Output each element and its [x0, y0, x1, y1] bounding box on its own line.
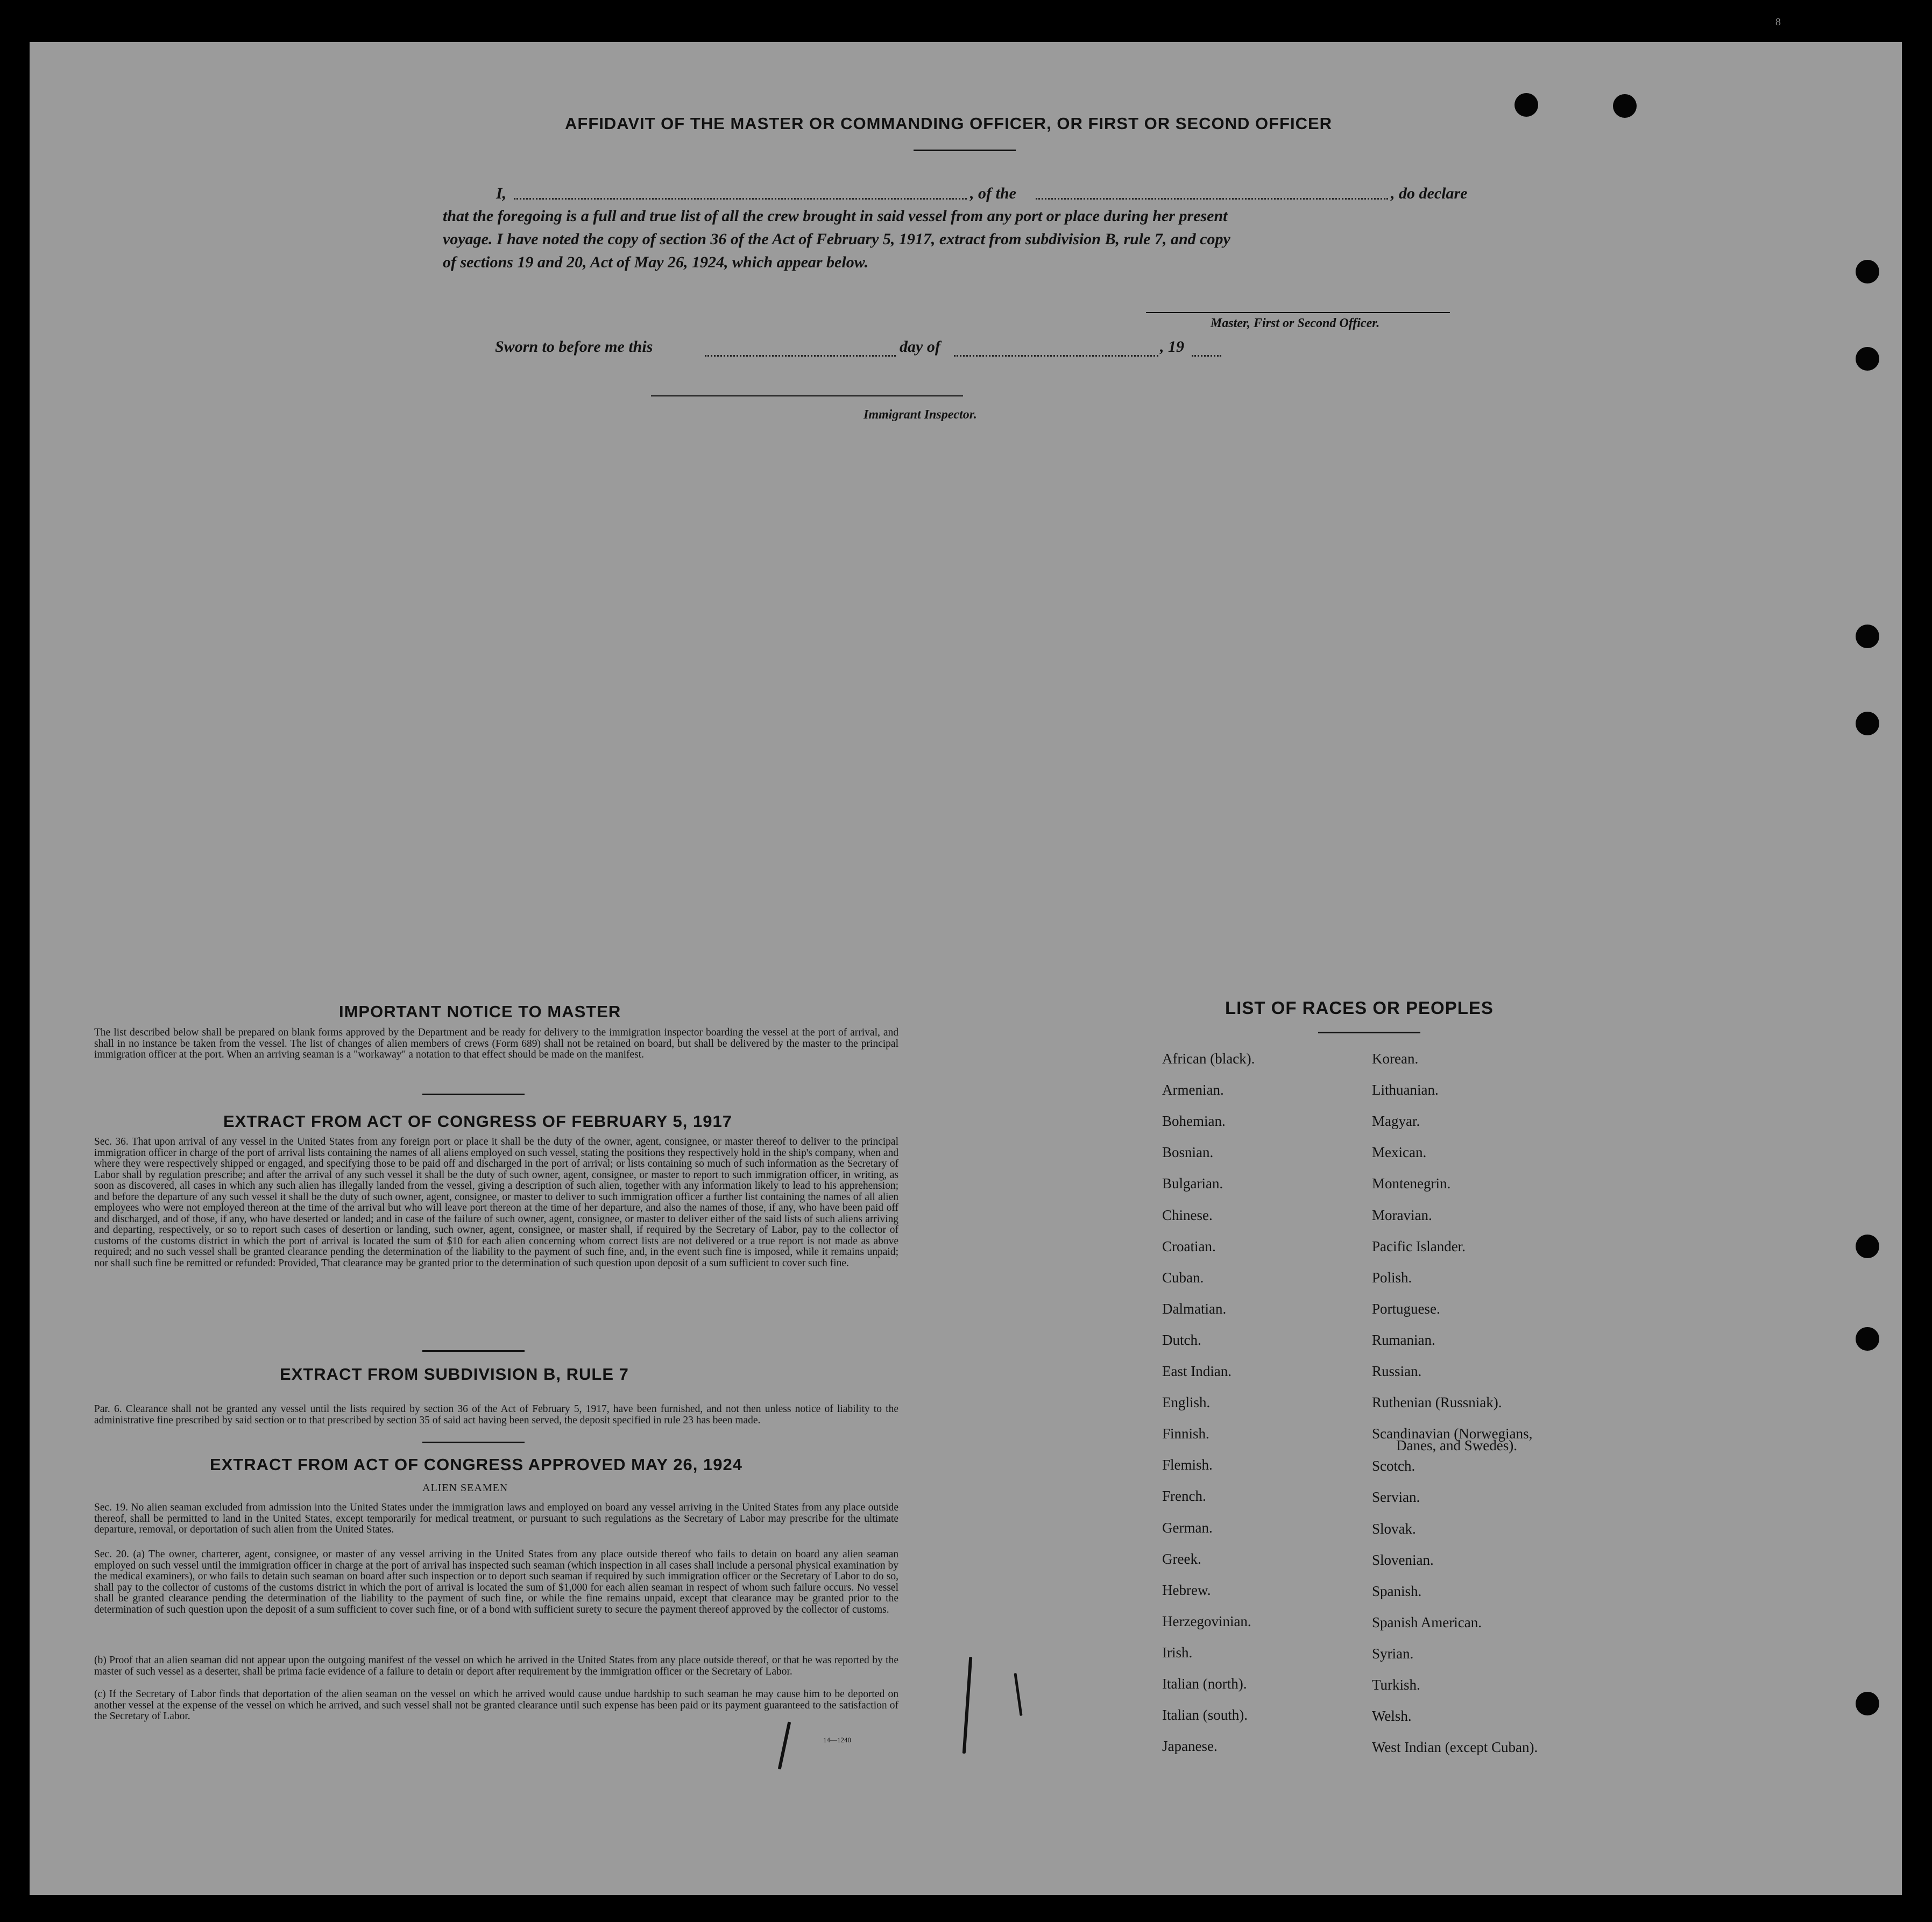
divider — [422, 1442, 525, 1443]
race-item: Korean. — [1372, 1051, 1419, 1067]
punch-hole — [1856, 712, 1879, 735]
signer-label: Master, First or Second Officer. — [1211, 316, 1380, 330]
sworn-month-field[interactable] — [954, 355, 1158, 357]
punch-hole — [1856, 347, 1879, 371]
form-number: 14—1240 — [823, 1736, 851, 1744]
punch-hole — [1613, 94, 1637, 118]
race-item: Rumanian. — [1372, 1331, 1435, 1348]
race-item: Japanese. — [1162, 1738, 1218, 1755]
race-item: Ruthenian (Russniak). — [1372, 1394, 1502, 1411]
race-item: Slovak. — [1372, 1520, 1416, 1537]
race-item: Dalmatian. — [1162, 1300, 1227, 1317]
race-item: German. — [1162, 1519, 1213, 1536]
race-item: Croatian. — [1162, 1238, 1216, 1254]
rule7-text: Par. 6. Clearance shall not be granted any vessel until the lists required by section 36 of the Act of February 5, 1917, have been furnished, and not then unless notice of liability to the administrative fine prescribed by said section or to that prescribed by section 35 of said act having been served, the deposit specified in rule 23 has been made. — [94, 1403, 898, 1426]
race-item: Syrian. — [1372, 1645, 1414, 1662]
race-item: Turkish. — [1372, 1677, 1420, 1693]
inspector-label: Immigrant Inspector. — [864, 408, 977, 422]
race-item: Irish. — [1162, 1644, 1193, 1661]
sworn-day-of: day of — [900, 338, 940, 356]
alien-seamen-subtitle: ALIEN SEAMEN — [422, 1482, 508, 1494]
affidavit-line1-start: I, — [496, 185, 507, 202]
race-item: Mexican. — [1372, 1144, 1427, 1161]
sec20c-text: (c) If the Secretary of Labor finds that deportation of the alien seaman on the vessel on which he arrived would cause undue hardship to such seaman he may cause him to be deported on another vessel at the expense of the vessel on which he arrived, and such vessel shall not be granted clearance until such expense has been paid or its payment guaranteed to the satisfaction of the Secretary of Labor. — [94, 1689, 898, 1722]
affidavit-line2: that the foregoing is a full and true list of all the crew brought in said vessel from any port or place during her present — [443, 207, 1228, 225]
race-item: Italian (north). — [1162, 1676, 1247, 1692]
sworn-year-field[interactable] — [1192, 355, 1221, 357]
affidavit-line4: of sections 19 and 20, Act of May 26, 1924, which appear below. — [443, 253, 869, 271]
page-number: 8 — [1775, 16, 1781, 28]
race-item: Scotch. — [1372, 1458, 1416, 1474]
race-item: Spanish. — [1372, 1583, 1422, 1599]
affidavit-line1-end: , do declare — [1391, 185, 1468, 202]
punch-hole — [1856, 1692, 1879, 1715]
vessel-field[interactable] — [1036, 198, 1388, 200]
race-item: Finnish. — [1162, 1425, 1209, 1442]
race-item: Portuguese. — [1372, 1300, 1440, 1317]
race-item: Lithuanian. — [1372, 1082, 1439, 1098]
race-item: African (black). — [1162, 1051, 1255, 1067]
race-item: Bohemian. — [1162, 1113, 1226, 1130]
races-title: LIST OF RACES OR PEOPLES — [1225, 998, 1494, 1018]
race-item: Flemish. — [1162, 1457, 1213, 1473]
divider — [422, 1350, 525, 1352]
sec20a-text: Sec. 20. (a) The owner, charterer, agent, consignee, or master of any vessel arriving in the United States from any place outside thereof who fails to detain on board any alien seaman employed on such vessel until the immigration officer in charge at the port of arrival has inspected such seaman (which inspection in all cases shall include a personal physical examination by the medical examiners), or who fails to detain such seaman on board after such inspection or to deport such seaman if required by such immigration officer or the Secretary of Labor to do so, shall pay to the collector of customs of the customs district in which the port of arrival is located the sum of $1,000 for each alien seaman in respect of whom such failure occurs. No vessel shall be granted clearance pending the determination of the liability to the payment of such fine, or while the fine remains unpaid, except that clearance may be granted prior to the determination of such question upon the deposit of a sum sufficient to cover such fine, or of a bond with sufficient surety to secure the payment thereof approved by the collector of customs. — [94, 1549, 898, 1615]
title-underline — [914, 150, 1016, 151]
divider — [422, 1094, 525, 1095]
race-item: English. — [1162, 1394, 1211, 1411]
document-page — [30, 42, 1902, 1895]
race-item: Cuban. — [1162, 1269, 1204, 1286]
race-item: Welsh. — [1372, 1708, 1412, 1725]
inspector-signature-line[interactable] — [651, 395, 963, 396]
race-item: Servian. — [1372, 1489, 1420, 1506]
punch-hole — [1856, 1327, 1879, 1351]
affidavit-line1-mid: , of the — [970, 185, 1016, 202]
race-item: Scandinavian (Norwegians, — [1372, 1425, 1533, 1442]
race-item: Hebrew. — [1162, 1581, 1211, 1598]
race-item: Slovenian. — [1372, 1551, 1434, 1568]
punch-hole — [1856, 625, 1879, 648]
races-underline — [1318, 1032, 1420, 1033]
sworn-day-field[interactable] — [705, 355, 896, 357]
extract-1924-title: EXTRACT FROM ACT OF CONGRESS APPROVED MAY 26, 1924 — [210, 1455, 742, 1474]
race-item: Magyar. — [1372, 1113, 1420, 1130]
race-item: Italian (south). — [1162, 1707, 1248, 1724]
race-item-scandinavian-cont: Danes, and Swedes). — [1396, 1437, 1517, 1453]
race-item: Spanish American. — [1372, 1614, 1482, 1630]
punch-hole — [1856, 260, 1879, 283]
race-item: French. — [1162, 1488, 1206, 1505]
race-item: Montenegrin. — [1372, 1175, 1451, 1192]
punch-hole — [1515, 93, 1538, 117]
rule7-title: EXTRACT FROM SUBDIVISION B, RULE 7 — [280, 1365, 629, 1384]
race-item: West Indian (except Cuban). — [1372, 1739, 1538, 1756]
race-item: Pacific Islander. — [1372, 1238, 1466, 1254]
signature-line[interactable] — [1146, 312, 1450, 313]
affidavit-line3: voyage. I have noted the copy of section 36 of the Act of February 5, 1917, extract from subdivision B, rule 7, and copy — [443, 230, 1230, 248]
race-item: Armenian. — [1162, 1082, 1224, 1098]
notice-text: The list described below shall be prepared on blank forms approved by the Department and be ready for delivery to the immigration inspector boarding the vessel at the port of arrival, and shall in no instance be taken from the vessel. The list of changes of alien members of crews (Form 689) shall not be retained on board, but shall be delivered by the master to the principal immigration officer at the port. When an arriving seaman is a "workaway" a notation to that effect should be made on the manifest. — [94, 1027, 898, 1060]
race-item: Bulgarian. — [1162, 1175, 1223, 1192]
race-item: Dutch. — [1162, 1331, 1201, 1348]
punch-hole — [1856, 1235, 1879, 1258]
race-item: Herzegovinian. — [1162, 1613, 1251, 1629]
notice-title: IMPORTANT NOTICE TO MASTER — [339, 1002, 621, 1021]
affidavit-title: AFFIDAVIT OF THE MASTER OR COMMANDING OFFICER, OR FIRST OR SECOND OFFICER — [565, 114, 1333, 133]
name-field[interactable] — [514, 198, 967, 200]
race-item: Chinese. — [1162, 1207, 1213, 1223]
sworn-year-prefix: , 19 — [1160, 338, 1184, 356]
race-item: Moravian. — [1372, 1207, 1432, 1223]
sec20b-text: (b) Proof that an alien seaman did not appear upon the outgoing manifest of the vessel on which he arrived in the United States from any place outside thereof, or that he was reported by the master of such vessel as a deserter, shall be prima facie evidence of a failure to detain or deport after requirement by the immigration officer or the Secretary of Labor. — [94, 1655, 898, 1677]
race-item: Polish. — [1372, 1269, 1412, 1286]
race-item: East Indian. — [1162, 1363, 1232, 1379]
sworn-text: Sworn to before me this — [495, 338, 653, 356]
extract-1917-text: Sec. 36. That upon arrival of any vessel in the United States from any foreign port or place it shall be the duty of the owner, agent, consignee, or master thereof to deliver to the principal immigration officer in charge of the port of arrival lists containing the names of all aliens employed on such vessel, stating the positions they respectively hold in the ship's company, when and where they were respectively shipped or engaged, and specifying those to be paid off and discharged in the port of arrival; or lists containing so much of such information as the Secretary of Labor shall by regulation prescribe; and after the arrival of any such vessel it shall be the duty of such owner, agent, consignee, or master to report to such immigration officer, in writing, as soon as discovered, all cases in which any such alien has illegally landed from the vessel, giving a description of such alien, together with any information likely to lead to his apprehension; and before the departure of any such vessel it shall be the duty of such owner, agent, consignee, or master to deliver to such immigration officer a further list containing the names of all alien employees who were not employed thereon at the time of the arrival but who will leave port thereon at the time of her departure, and also the names of those, if any, who have been paid off and discharged, and of those, if any, who have deserted or landed; and in case of the failure of such owner, agent, consignee, or master to deliver either of the said lists of such aliens arriving and departing, respectively, or so to report such cases of desertion or landing, such owner, agent, consignee, or master shall, if required by the Secretary of Labor, pay to the collector of customs of the customs district in which the port of arrival is located the sum of $10 for each alien concerning whom correct lists are not delivered or a true report is not made as above required; and no such vessel shall be granted clearance pending the determination of the liability to the payment of such fine, and, in the event such fine is imposed, while it remains unpaid; nor shall such fine be remitted or refunded: Provided, That clearance may be granted prior to the determination of such question upon deposit of a sum sufficient to cover such fine. — [94, 1136, 898, 1269]
race-item: Bosnian. — [1162, 1144, 1214, 1161]
extract-1917-title: EXTRACT FROM ACT OF CONGRESS OF FEBRUARY 5, 1917 — [223, 1112, 732, 1131]
sec19-text: Sec. 19. No alien seaman excluded from admission into the United States under the immigration laws and employed on board any vessel arriving in the United States from any place outside thereof, shall be permitted to land in the United States, except temporarily for medical treatment, or pursuant to such regulations as the Secretary of Labor may prescribe for the ultimate departure, removal, or deportation of such alien from the United States. — [94, 1502, 898, 1535]
race-item: Russian. — [1372, 1363, 1422, 1379]
race-item: Greek. — [1162, 1550, 1201, 1567]
